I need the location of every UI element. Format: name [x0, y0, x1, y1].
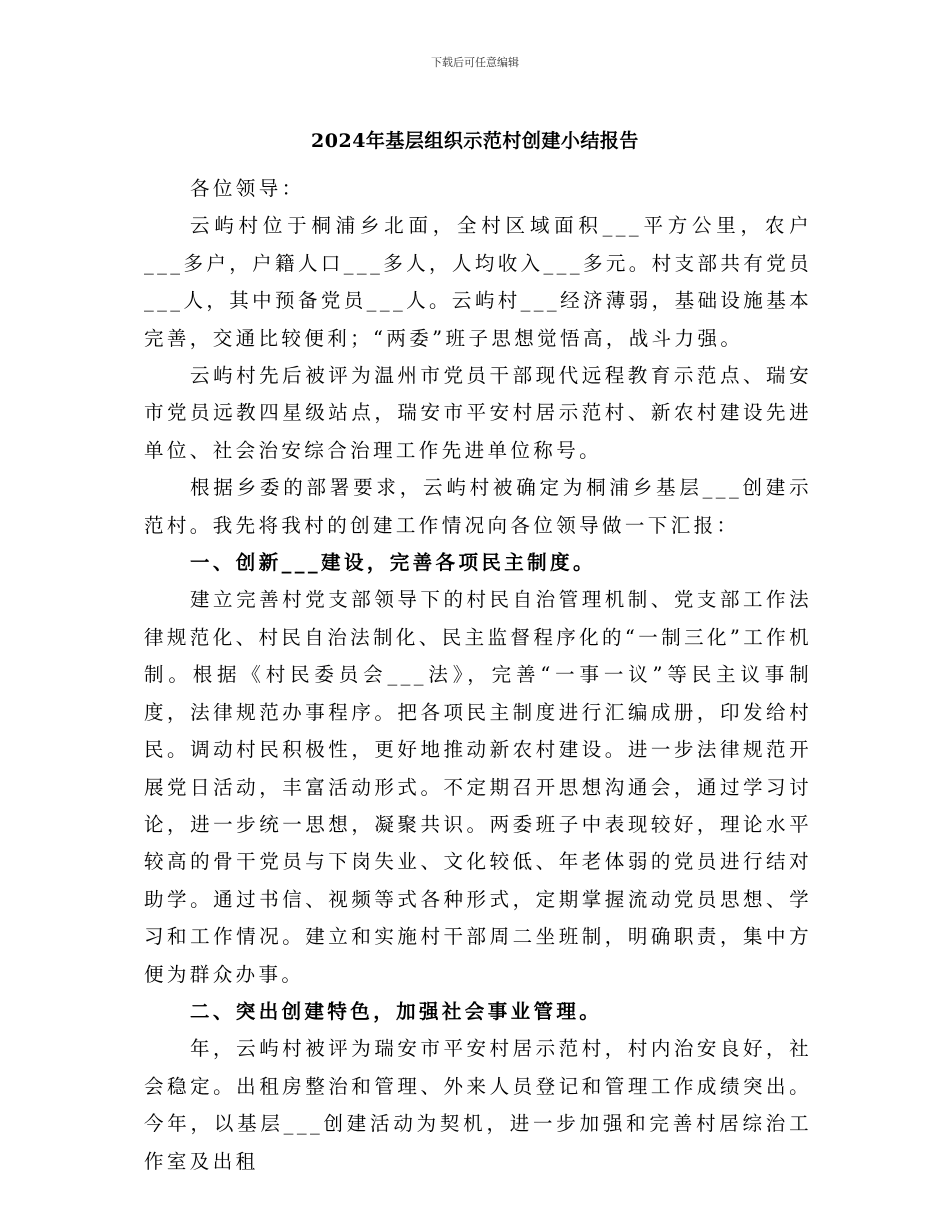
document-body	[144, 170, 812, 1180]
paragraph-intro: 云屿村位于桐浦乡北面，全村区域面积___平方公里，农户___多户，户籍人口___多人，人均收入___多元。村支部共有党员___人，其中预备党员___人。云屿村___经济薄弱，基础设施基本完善，交通比较便利；“两委”班子思想觉悟高，战斗力强。	[144, 214, 812, 350]
paragraph-section-2: 年，云屿村被评为瑞安市平安村居示范村，村内治安良好，社会稳定。出租房整治和管理、外来人员登记和管理工作成绩突出。今年，以基层___创建活动为契机，进一步加强和完善村居综治工作室及出租	[144, 1037, 812, 1173]
document-title: 2024年基层组织示范村创建小结报告	[311, 130, 639, 152]
section-heading-2: 二、突出创建特色，加强社会事业管理。	[190, 999, 603, 1023]
section-heading-1: 一、创新___建设，完善各项民主制度。	[190, 551, 596, 575]
salutation: 各位领导：	[190, 177, 305, 200]
paragraph-honors: 云屿村先后被评为温州市党员干部现代远程教育示范点、瑞安市党员远教四星级站点，瑞安市平安村居示范村、新农村建设先进单位、社会治安综合治理工作先进单位称号。	[144, 364, 812, 462]
page-header: 下载后可任意编辑	[431, 56, 519, 69]
paragraph-report-lead: 根据乡委的部署要求，云屿村被确定为桐浦乡基层___创建示范村。我先将我村的创建工作情况向各位领导做一下汇报：	[144, 476, 812, 537]
paragraph-section-1: 建立完善村党支部领导下的村民自治管理机制、党支部工作法律规范化、村民自治法制化、民主监督程序化的“一制三化”工作机制。根据《村民委员会___法》，完善“一事一议”等民主议事制度，法律规范办事程序。把各项民主制度进行汇编成册，印发给村民。调动村民积极性，更好地推动新农村建设。进一步法律规范开展党日活动，丰富活动形式。不定期召开思想沟通会，通过学习讨论，进一步统一思想，凝聚共识。两委班子中表现较好，理论水平较高的骨干党员与下岗失业、文化较低、年老体弱的党员进行结对助学。通过书信、视频等式各种形式，定期掌握流动党员思想、学习和工作情况。建立和实施村干部周二坐班制，明确职责，集中方便为群众办事。	[144, 588, 812, 986]
